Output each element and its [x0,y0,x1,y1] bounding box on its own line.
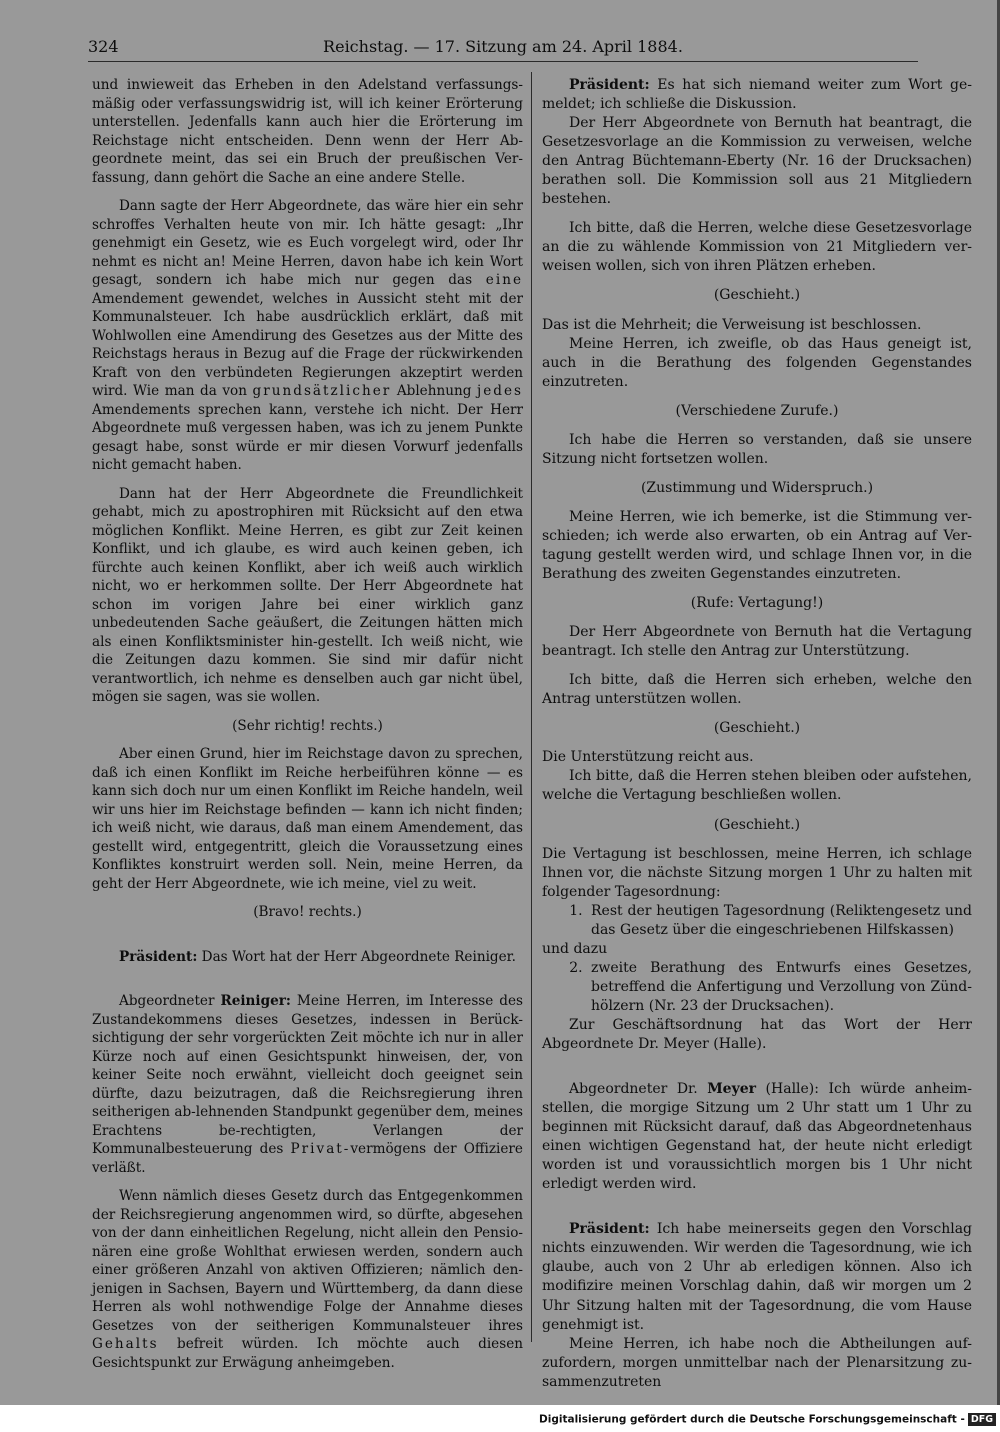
speaker-paragraph: Präsident: Ich habe meinerseits gegen den Vorschlag nichts einzuwenden. Wir werden die Tagesordnung, wie ich glaube, auch von 2 Uhr ab erledigen können. Also ich modifizire meinen Vorschlag dahin, daß wir morgen um 2 Uhr Sitzung halten mit der Tagesordnung, die vom Hause genehmigt ist. [542,1221,973,1333]
interjection: (Bravo! rechts.) [253,904,362,920]
interjection: (Zustimmung und Widerspruch.) [640,479,874,496]
paragraph: Meine Herren, ich habe noch die Abtheilungen auf-zufordern, morgen unmittelbar nach der Plenarsitzung zu-sammenzutreten [542,1335,972,1390]
paragraph: Zur Geschäftsordnung hat das Wort der Herr Abgeordnete Dr. Meyer (Halle). [542,1016,972,1053]
paragraph: Dann sagte der Herr Abgeordnete, das wäre hier ein sehr schroffes Verhalten heute von mir. Ich hätte gesagt: „Ihr genehmigt ein Gesetz, wie es Euch vorgelegt wird, oder Ihr nehmt es nicht an! Meine Herren, davon habe ich kein Wort gesagt, sondern ich habe mich nur gegen das eine Amendement gewendet, welches in Aussicht steht mit der Kommunalsteuer. Ich habe ausdrücklich erklärt, daß mit Wohlwollen eine Amendirung des Gesetzes aus der Mitte des Reichstags heraus in Bezug auf die Frage der rückwirkenden Kraft von den verbündeten Regierungen akzeptirt werden wird. Wie man da von grundsätzlicher Ablehnung jedes Amendements sprechen kann, verstehe ich nicht. Der Herr Abgeordnete muß vergessen haben, was ich zu jenem Punkte gesagt habe, sonst würde er mir diesen Vorwurf jedenfalls nicht gemacht haben. [92,198,523,473]
speaker-paragraph: Abgeordneter Dr. Meyer (Halle): Ich würde anheim-stellen, die morgige Sitzung um 2 Uhr statt um 1 Uhr zu beginnen mit Rücksicht darauf, daß das Abgeordnetenhaus einen wichtigen Gegenstand hat, der heute nicht erledigt worden ist und voraussichtlich morgen bis 1 Uhr nicht erledigt werden wird. [542,1081,973,1193]
interjection: (Sehr richtig! rechts.) [232,717,383,734]
speaker-paragraph: Präsident: Es hat sich niemand weiter zum Wort ge-meldet; ich schließe die Diskussion. [542,77,972,113]
credit-text: Digitalisierung gefördert durch die Deutsche Forschungsgemeinschaft - [539,1413,965,1426]
interjection: (Geschieht.) [713,816,801,833]
page-header [88,34,918,60]
paragraph: Die Vertagung ist beschlossen, meine Herren, ich schlage Ihnen vor, die nächste Sitzung morgen 1 Uhr zu halten mit folgender Tagesordnung: [542,845,972,900]
speaker-label: Präsident: [569,77,650,93]
right-column [542,76,972,1392]
paragraph: und dazu [542,940,608,957]
emphasis: eine [485,272,523,288]
speaker-paragraph: Präsident: Das Wort hat der Herr Abgeordnete Reiniger. [119,948,516,965]
interjection: (Verschiedene Zurufe.) [675,402,839,419]
speaker-label: Präsident: [119,948,198,965]
dfg-logo-icon: DFG [968,1413,996,1426]
paragraph: Ich bitte, daß die Herren stehen bleiben oder aufstehen, welche die Vertagung beschließen wollen. [542,768,972,804]
left-column [92,76,523,1372]
paragraph: Wenn nämlich dieses Gesetz durch das Entgegenkommen der Reichsregierung angenommen wird, so dürfte, abgesehen von der dann einheitlichen Regelung, nicht allein den Pensio-nären eine große Wohlthat erwiesen werden, sondern auch einer größeren Anzahl von aktiven Offizieren; nämlich den-jenigen in Sachsen, Bayern und Württemberg, da dann diese Herren als wohl nothwendige Folge der Annahme dieses Gesetzes von der seitherigen Kommunalsteuer ihres Gehalts befreit würden. Ich möchte auch diesen Gesichtspunkt zur Erwägung anheimgeben. [92,1188,523,1371]
agenda-list [542,902,972,940]
interjection: (Rufe: Vertagung!) [690,595,824,612]
paragraph: Ich bitte, daß die Herren, welche diese Gesetzesvorlage an die zu wählende Kommission von 21 Mitgliedern ver-weisen wollen, sich von ihren Plätzen erheben. [542,220,972,275]
emphasis: jedes [477,383,523,399]
digitization-credit [539,1413,996,1426]
running-title: Reichstag. — 17. Sitzung am 24. April 1884. [323,37,683,56]
paragraph: Der Herr Abgeordnete von Bernuth hat beantragt, die Gesetzesvorlage an die Kommission zu verweisen, welche den Antrag Büchtemann-Eberty (Nr. 16 der Drucksachen) berathen soll. Die Kommission soll aus 21 Mitgliedern bestehen. [542,115,972,208]
paragraph: und inwieweit das Erheben in den Adelstand verfassungs-mäßig oder verfassungswidrig ist, will ich keiner Erörterung unterstellen. Jedenfalls kann auch hier die Erörterung im Reichstage nicht entscheiden. Denn wenn der Herr Ab-geordnete meint, das sei ein Bruch der preußischen Ver-fassung, dann gehört die Sache an eine andere Stelle. [92,77,523,186]
paragraph: Meine Herren, ich zweifle, ob das Haus geneigt ist, auch in die Berathung des folgenden Gegenstandes einzutreten. [542,335,972,390]
emphasis: Gehalts [92,1336,159,1352]
page-number: 324 [88,37,119,56]
header-rule [88,61,918,62]
emphasis: Privat- [290,1141,351,1157]
paragraph: Ich bitte, daß die Herren sich erheben, welche den Antrag unterstützen wollen. [542,672,972,708]
paragraph: Der Herr Abgeordnete von Bernuth hat die Vertagung beantragt. Ich stelle den Antrag zur Unterstützung. [542,624,972,660]
interjection: (Geschieht.) [713,720,801,737]
speaker-paragraph: Abgeordneter Reiniger: Meine Herren, im Interesse des Zustandekommens dieses Gesetzes, indessen in Berück-sichtigung der sehr vorgerückten Zeit möchte ich nur in aller Kürze noch auf einen Gesichtspunkt hinweisen, der, von keiner Seite noch erwähnt, vielleicht doch geeignet sein dürfte, dazu beizutragen, daß die Reichsregierung ihren seitherigen ab-lehnenden Standpunkt gegenüber dem, meines Erachtens be-rechtigten, Verlangen der Kommunalbesteuerung des Privat-vermögens der Offiziere verläßt. [92,993,524,1176]
emphasis: grundsätzlicher [252,383,392,399]
paragraph: Dann hat der Herr Abgeordnete die Freundlichkeit gehabt, mich zu apostrophiren mit Rücksicht auf den etwa möglichen Konflikt. Meine Herren, es gibt zur Zeit keinen Konflikt, und ich glaube, es wird auch keinen geben, ich fürchte auch keinen Konflikt, aber ich weiß auch wirklich nicht, wo er herkommen sollte. Der Herr Abgeordnete hat schon im vorigen Jahre bei einer wirklich ganz unbedeutenden Sache geäußert, die Zeitungen hätten mich als einen Konfliktsminister hin-gestellt. Ich weiß nicht, wie die Zeitungen dazu kommen. Sie sind mir dafür nicht verantwortlich, ich nehme es denselben auch gar nicht übel, mögen sie sagen, was sie wollen. [92,485,523,705]
agenda-list [542,959,972,1016]
interjection: (Geschieht.) [713,287,801,304]
paragraph: Meine Herren, wie ich bemerke, ist die Stimmung ver-schieden; ich werde also erwarten, ob ein Antrag auf Ver-tagung gestellt werden wird, und schlage Ihnen vor, in die Berathung des zweiten Gegenstandes einzutreten. [542,508,972,583]
paragraph: Das ist die Mehrheit; die Verweisung ist beschlossen. [542,316,922,333]
agenda-item: 2. zweite Berathung des Entwurfs eines Gesetzes, betreffend die Anfertigung und Verzollung von Zünd-hölzern (Nr. 23 der Drucksachen). [587,959,972,1016]
speaker-label: Meyer [707,1081,757,1098]
agenda-item: 1. Rest der heutigen Tagesordnung (Reliktengesetz und das Gesetz über die eingeschriebenen Hilfskassen) [587,902,972,940]
paragraph: Die Unterstützung reicht aus. [542,749,754,766]
paragraph: Ich habe die Herren so verstanden, daß sie unsere Sitzung nicht fortsetzen wollen. [542,431,972,467]
paragraph: Aber einen Grund, hier im Reichstage davon zu sprechen, daß ich einen Konflikt im Reiche herbeiführen könne — es kann sich doch nur um einen Konflikt im Reiche handeln, weil wir uns hier im Reichstage befinden — kann ich nicht finden; ich weiß nicht, wie daraus, daß man einem Amendement, das gestellt wird, entgegentritt, gleich die Voraussetzung eines Konfliktes konstruirt werden soll. Nein, meine Herren, da geht der Herr Abgeordnete, wie ich meine, viel zu weit. [92,746,523,892]
speaker-label: Präsident: [569,1221,650,1238]
speaker-label: Reiniger: [220,993,291,1009]
column-divider [531,72,532,1342]
